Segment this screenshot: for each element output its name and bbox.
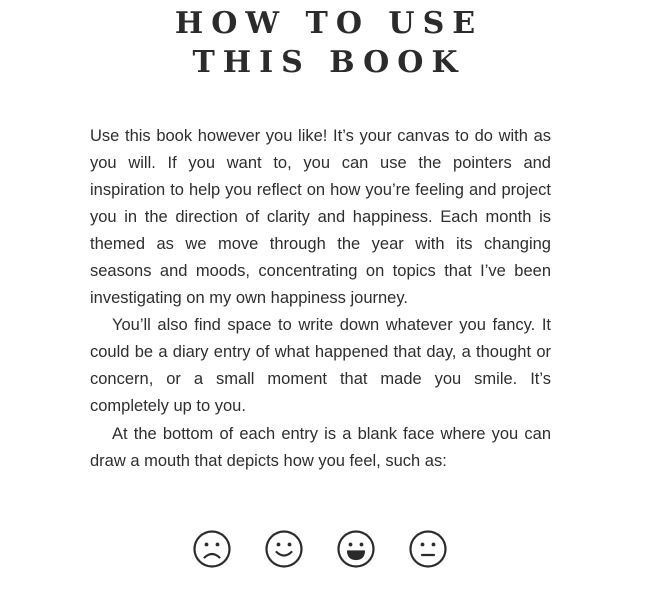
page-title xyxy=(0,4,650,82)
mood-faces-row xyxy=(192,529,452,569)
page-title-line-1: HOW TO USE xyxy=(174,6,484,41)
grin-face-icon xyxy=(336,529,376,569)
mood-face-paragraph: At the bottom of each entry is a blank face where you can draw a mouth that depicts how you feel, such as: xyxy=(90,425,551,470)
page-title-line-2: THIS BOOK xyxy=(192,45,466,80)
sad-face-icon xyxy=(192,529,232,569)
neutral-face-icon xyxy=(408,529,448,569)
writing-space-paragraph: You’ll also find space to write down whatever you fancy. It could be a diary entry of what happened that day, a thought or concern, or a small moment that made you smile. It’s completely up to you. xyxy=(90,316,551,415)
intro-paragraph: Use this book however you like! It’s your canvas to do with as you will. If you want to, you can use the pointers and inspiration to help you reflect on how you’re feeling and project you in the direction of clarity and happiness. Each month is themed as we move through the year with its changing seasons and moods, concentrating on topics that I’ve been investigating on my own happiness journey. xyxy=(90,127,551,307)
smile-face-icon xyxy=(264,529,304,569)
